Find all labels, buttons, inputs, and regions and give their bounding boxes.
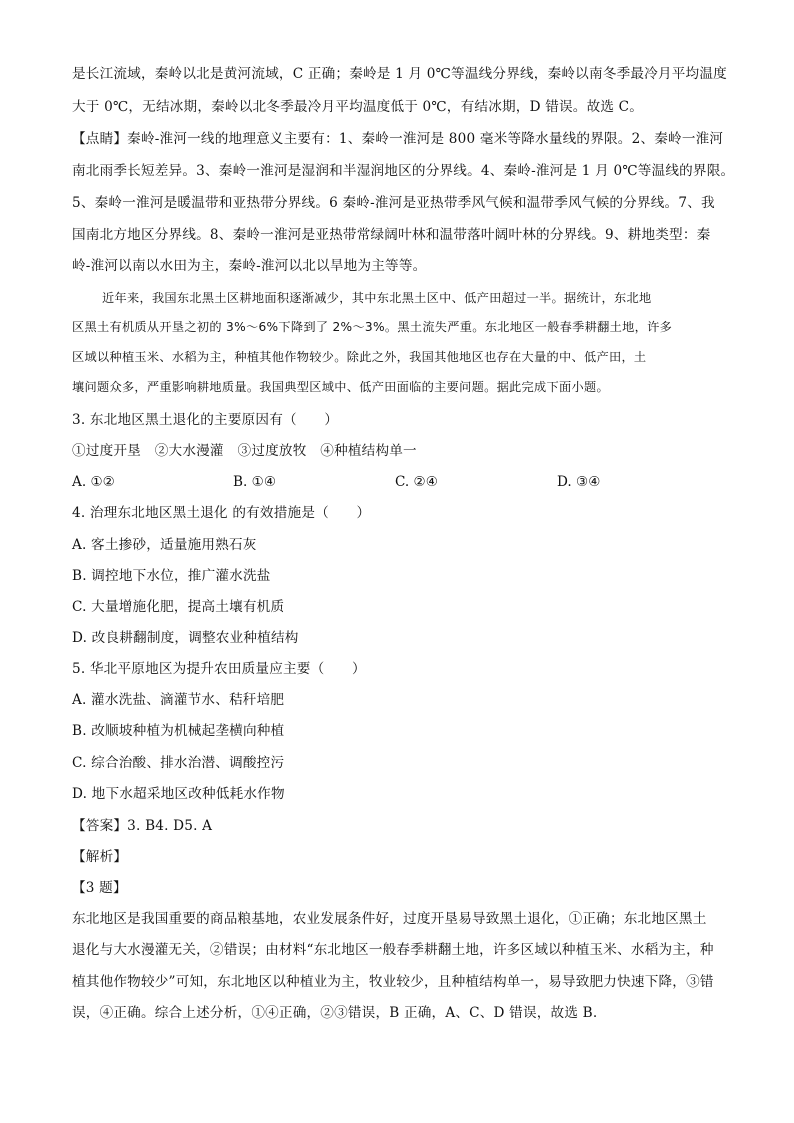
passage-line: 区域以种植玉米、水稻为主，种植其他作物较少。除此之外，我国其他地区也存在大量的中、低产田，土 xyxy=(72,350,647,364)
text-line: 南北雨季长短差异。3、秦岭一淮河是湿润和半湿润地区的分界线。4、秦岭-淮河是 1 月 0℃等温线的界限。 xyxy=(72,163,735,179)
text-line: 国南北方地区分界线。8、秦岭一淮河是亚热带常绿阔叶林和温带落叶阔叶林的分界线。9、耕地类型：秦 xyxy=(72,227,711,243)
question-5-stem: 5. 华北平原地区为提升农田质量应主要（ ） xyxy=(72,661,366,677)
option-c[interactable]: C. 综合治酸、排水治潜、调酸控污 xyxy=(72,755,285,771)
option-a[interactable]: A. 灌水洗盐、滴灌节水、秸秆培肥 xyxy=(72,692,285,708)
text-line: 大于 0℃，无结冰期，秦岭以北冬季最冷月平均温度低于 0℃，有结冰期，D 错误。故选 C。 xyxy=(72,99,644,115)
question-4-stem: 4. 治理东北地区黑土退化 的有效措施是（ ） xyxy=(72,505,371,521)
sub-heading: 【3 题】 xyxy=(72,880,127,896)
option-d[interactable]: D. 地下水超采地区改种低耗水作物 xyxy=(72,786,285,802)
passage-line: 近年来，我国东北黑土区耕地面积逐渐减少，其中东北黑土区中、低产田超过一半。据统计，东北地 xyxy=(102,291,652,305)
text-line: 岭-淮河以南以水田为主，秦岭-淮河以北以旱地为主等等。 xyxy=(72,258,427,274)
analysis-line: 误，④正确。综合上述分析，①④正确，②③错误，B 正确，A、C、D 错误，故选 B. xyxy=(72,1005,598,1021)
option-a[interactable]: A. 客土掺砂，适量施用熟石灰 xyxy=(72,537,257,553)
option-d[interactable]: D. 改良耕翻制度，调整农业种植结构 xyxy=(72,630,299,646)
option-b[interactable]: B. 改顺坡种植为机械起垄横向种植 xyxy=(72,723,285,739)
option-d[interactable]: D. ③④ xyxy=(557,474,601,490)
text-line: 5、秦岭一淮河是暖温带和亚热带分界线。6 秦岭-淮河是亚热带季风气候和温带季风气候的分界线。7、我 xyxy=(72,195,715,211)
analysis-heading: 【解析】 xyxy=(72,849,128,865)
analysis-line: 东北地区是我国重要的商品粮基地，农业发展条件好，过度开垦易导致黑土退化，①正确；东北地区黑土 xyxy=(72,911,707,927)
question-3-items: ①过度开垦 ②大水漫灌 ③过度放牧 ④种植结构单一 xyxy=(72,443,417,459)
text-line: 是长江流域，秦岭以北是黄河流域，C 正确；秦岭是 1 月 0℃等温线分界线，秦岭以南冬季最冷月平均温度 xyxy=(72,66,727,82)
option-c[interactable]: C. 大量增施化肥，提高土壤有机质 xyxy=(72,599,285,615)
option-b[interactable]: B. 调控地下水位，推广灌水洗盐 xyxy=(72,568,271,584)
option-c[interactable]: C. ②④ xyxy=(395,474,438,490)
option-b[interactable]: B. ①④ xyxy=(233,474,277,490)
analysis-line: 退化与大水漫灌无关，②错误；由材料“东北地区一般春季耕翻土地，许多区域以种植玉米、水稻为主，种 xyxy=(72,942,714,958)
question-3-stem: 3. 东北地区黑土退化的主要原因有（ ） xyxy=(72,412,339,428)
answer-line: 【答案】3. B4. D5. A xyxy=(72,818,213,834)
passage-line: 区黑土有机质从开垦之初的 3%～6%下降到了 2%～3%。黑土流失严重。东北地区一般春季耕翻土地，许多 xyxy=(72,320,673,334)
tip-heading-line: 【点睛】秦岭-淮河一线的地理意义主要有：1、秦岭一淮河是 800 毫米等降水量线的界限。2、秦岭一淮河 xyxy=(72,131,724,147)
option-a[interactable]: A. ①② xyxy=(72,474,115,490)
passage-line: 壤问题众多，严重影响耕地质量。我国典型区域中、低产田面临的主要问题。据此完成下面小题。 xyxy=(72,380,609,394)
analysis-line: 植其他作物较少”可知，东北地区以种植业为主，牧业较少，且种植结构单一，易导致肥力快速下降，③错 xyxy=(72,974,714,990)
